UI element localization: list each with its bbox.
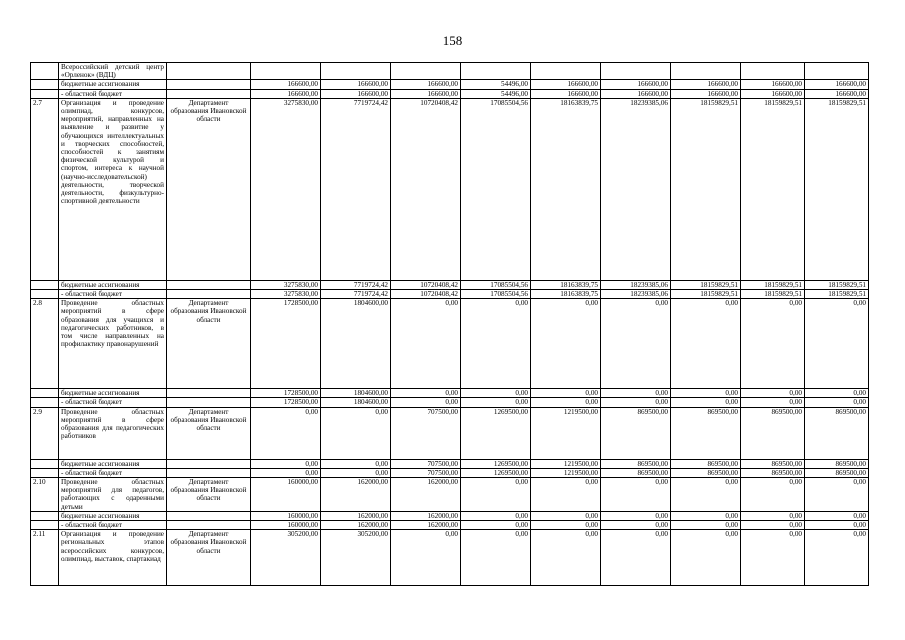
value-cell: 162000,00 xyxy=(321,478,391,512)
value-cell: 18159829,51 xyxy=(671,280,741,289)
value-cell: 162000,00 xyxy=(321,521,391,530)
value-cell: 166600,00 xyxy=(391,80,461,89)
value-cell: 0,00 xyxy=(601,521,671,530)
value-cell: 162000,00 xyxy=(391,521,461,530)
value-cell: 0,00 xyxy=(805,521,869,530)
value-cell: 7719724,42 xyxy=(321,290,391,299)
num-cell xyxy=(31,80,59,89)
value-cell: 166600,00 xyxy=(601,89,671,98)
value-cell: 18159829,51 xyxy=(805,98,869,280)
num-cell xyxy=(31,398,59,407)
value-cell: 0,00 xyxy=(601,530,671,586)
value-cell: 1804600,00 xyxy=(321,398,391,407)
value-cell: 1728500,00 xyxy=(251,389,321,398)
value-cell: 0,00 xyxy=(671,398,741,407)
value-cell xyxy=(251,63,321,80)
value-cell: 10720408,42 xyxy=(391,280,461,289)
executor-cell: Департамент образования Ивановской области xyxy=(167,98,251,280)
num-cell xyxy=(31,459,59,468)
value-cell: 0,00 xyxy=(391,299,461,389)
sub-label-cell: бюджетные ассигнования xyxy=(59,511,167,520)
value-cell: 869500,00 xyxy=(671,407,741,459)
value-cell: 1219500,00 xyxy=(531,468,601,477)
value-cell: 0,00 xyxy=(805,530,869,586)
table-row xyxy=(31,63,869,80)
sub-label-cell: - областной бюджет xyxy=(59,290,167,299)
value-cell: 305200,00 xyxy=(321,530,391,586)
value-cell: 0,00 xyxy=(741,511,805,520)
value-cell: 0,00 xyxy=(391,389,461,398)
value-cell: 10720408,42 xyxy=(391,290,461,299)
value-cell: 162000,00 xyxy=(391,511,461,520)
value-cell: 18239385,06 xyxy=(601,280,671,289)
value-cell: 166600,00 xyxy=(741,80,805,89)
value-cell: 18239385,06 xyxy=(601,290,671,299)
value-cell: 869500,00 xyxy=(671,459,741,468)
value-cell: 0,00 xyxy=(671,530,741,586)
value-cell xyxy=(321,63,391,80)
table-row xyxy=(31,530,869,586)
value-cell: 18163839,75 xyxy=(531,290,601,299)
executor-cell xyxy=(167,511,251,520)
activity-name-cell: Организация и проведение олимпиад, конкурсов, мероприятий, направленных на выявление и развитие у обучающихся интеллектуальных и творческих способностей, способностей к занятиям физической культурой и спортом, интереса к научной (научно-исследовательской) деятельности, творческой деятельности, физкультурно-спортивной деятельности xyxy=(59,98,167,280)
value-cell: 0,00 xyxy=(461,530,531,586)
value-cell: 0,00 xyxy=(531,398,601,407)
executor-cell xyxy=(167,290,251,299)
executor-cell: Департамент образования Ивановской области xyxy=(167,478,251,512)
value-cell: 0,00 xyxy=(461,478,531,512)
executor-cell xyxy=(167,80,251,89)
value-cell: 18159829,51 xyxy=(805,280,869,289)
value-cell: 869500,00 xyxy=(601,407,671,459)
table-row xyxy=(31,389,869,398)
value-cell: 0,00 xyxy=(805,299,869,389)
value-cell: 869500,00 xyxy=(741,468,805,477)
value-cell: 0,00 xyxy=(601,398,671,407)
table-row xyxy=(31,80,869,89)
value-cell: 162000,00 xyxy=(321,511,391,520)
value-cell: 17085504,56 xyxy=(461,98,531,280)
item-number-cell: 2.9 xyxy=(31,407,59,459)
value-cell: 0,00 xyxy=(461,521,531,530)
item-number-cell: 2.7 xyxy=(31,98,59,280)
executor-cell xyxy=(167,398,251,407)
value-cell: 869500,00 xyxy=(805,468,869,477)
num-cell xyxy=(31,468,59,477)
activity-name-cell: Проведение областных мероприятий для педагогов, работающих с одаренными детьми xyxy=(59,478,167,512)
value-cell: 869500,00 xyxy=(601,459,671,468)
value-cell: 166600,00 xyxy=(805,89,869,98)
value-cell: 18163839,75 xyxy=(531,280,601,289)
value-cell xyxy=(741,63,805,80)
value-cell: 0,00 xyxy=(321,407,391,459)
value-cell: 166600,00 xyxy=(391,89,461,98)
table-row xyxy=(31,511,869,520)
table-row xyxy=(31,398,869,407)
value-cell: 1269500,00 xyxy=(461,468,531,477)
value-cell: 0,00 xyxy=(741,299,805,389)
value-cell: 707500,00 xyxy=(391,468,461,477)
value-cell: 1269500,00 xyxy=(461,459,531,468)
value-cell: 166600,00 xyxy=(531,80,601,89)
value-cell: 7719724,42 xyxy=(321,280,391,289)
item-number-cell: 2.8 xyxy=(31,299,59,389)
value-cell: 0,00 xyxy=(391,398,461,407)
table-row xyxy=(31,299,869,389)
value-cell xyxy=(601,63,671,80)
value-cell: 869500,00 xyxy=(741,407,805,459)
num-cell xyxy=(31,389,59,398)
executor-cell xyxy=(167,521,251,530)
value-cell: 1219500,00 xyxy=(531,407,601,459)
value-cell: 166600,00 xyxy=(321,89,391,98)
sub-label-cell: - областной бюджет xyxy=(59,521,167,530)
value-cell: 707500,00 xyxy=(391,407,461,459)
value-cell: 1728500,00 xyxy=(251,398,321,407)
value-cell: 0,00 xyxy=(601,511,671,520)
value-cell: 18239385,06 xyxy=(601,98,671,280)
num-cell xyxy=(31,521,59,530)
item-number-cell: 2.10 xyxy=(31,478,59,512)
executor-cell xyxy=(167,468,251,477)
value-cell: 0,00 xyxy=(805,389,869,398)
value-cell: 3275830,00 xyxy=(251,98,321,280)
value-cell: 1804600,00 xyxy=(321,389,391,398)
table-row xyxy=(31,478,869,512)
value-cell: 0,00 xyxy=(671,299,741,389)
value-cell: 0,00 xyxy=(741,389,805,398)
value-cell: 0,00 xyxy=(601,299,671,389)
value-cell: 0,00 xyxy=(531,511,601,520)
value-cell: 0,00 xyxy=(671,478,741,512)
value-cell: 1269500,00 xyxy=(461,407,531,459)
table-row xyxy=(31,280,869,289)
value-cell xyxy=(805,63,869,80)
executor-cell xyxy=(167,89,251,98)
value-cell: 869500,00 xyxy=(805,459,869,468)
value-cell: 166600,00 xyxy=(601,80,671,89)
executor-cell xyxy=(167,280,251,289)
page-number: 158 xyxy=(442,33,463,48)
value-cell: 0,00 xyxy=(601,478,671,512)
table-row xyxy=(31,407,869,459)
value-cell xyxy=(671,63,741,80)
sub-label-cell: - областной бюджет xyxy=(59,89,167,98)
value-cell xyxy=(391,63,461,80)
value-cell: 0,00 xyxy=(671,511,741,520)
executor-cell: Департамент образования Ивановской области xyxy=(167,299,251,389)
value-cell: 166600,00 xyxy=(741,89,805,98)
value-cell: 162000,00 xyxy=(391,478,461,512)
value-cell: 869500,00 xyxy=(671,468,741,477)
activity-name-cell: Проведение областных мероприятий в сфере образования для учащихся и педагогических работников, в том числе направленных на профилактику правонарушений xyxy=(59,299,167,389)
table-row xyxy=(31,521,869,530)
value-cell: 166600,00 xyxy=(805,80,869,89)
value-cell: 0,00 xyxy=(671,389,741,398)
table-row xyxy=(31,459,869,468)
value-cell: 0,00 xyxy=(671,521,741,530)
value-cell: 0,00 xyxy=(251,459,321,468)
value-cell: 1804600,00 xyxy=(321,299,391,389)
value-cell: 160000,00 xyxy=(251,478,321,512)
sub-label-cell: бюджетные ассигнования xyxy=(59,280,167,289)
num-cell xyxy=(31,89,59,98)
executor-cell xyxy=(167,63,251,80)
num-cell xyxy=(31,290,59,299)
value-cell: 0,00 xyxy=(741,521,805,530)
value-cell: 0,00 xyxy=(461,511,531,520)
value-cell: 869500,00 xyxy=(805,407,869,459)
value-cell: 160000,00 xyxy=(251,511,321,520)
value-cell: 0,00 xyxy=(321,468,391,477)
sub-label-cell: - областной бюджет xyxy=(59,468,167,477)
value-cell: 166600,00 xyxy=(251,80,321,89)
value-cell: 18159829,51 xyxy=(741,98,805,280)
value-cell: 869500,00 xyxy=(601,468,671,477)
sub-label-cell: - областной бюджет xyxy=(59,398,167,407)
value-cell: 0,00 xyxy=(741,398,805,407)
value-cell: 0,00 xyxy=(531,299,601,389)
value-cell xyxy=(531,63,601,80)
value-cell: 18159829,51 xyxy=(671,290,741,299)
value-cell: 0,00 xyxy=(805,511,869,520)
executor-cell: Департамент образования Ивановской области xyxy=(167,530,251,586)
value-cell: 18159829,51 xyxy=(671,98,741,280)
value-cell: 0,00 xyxy=(741,478,805,512)
value-cell: 18163839,75 xyxy=(531,98,601,280)
value-cell: 0,00 xyxy=(251,468,321,477)
value-cell: 0,00 xyxy=(321,459,391,468)
value-cell: 166600,00 xyxy=(671,80,741,89)
value-cell: 18159829,51 xyxy=(741,290,805,299)
executor-cell xyxy=(167,459,251,468)
value-cell: 0,00 xyxy=(531,478,601,512)
value-cell xyxy=(461,63,531,80)
value-cell: 305200,00 xyxy=(251,530,321,586)
value-cell: 3275830,00 xyxy=(251,290,321,299)
value-cell: 0,00 xyxy=(461,299,531,389)
num-cell xyxy=(31,511,59,520)
num-cell xyxy=(31,63,59,80)
value-cell: 0,00 xyxy=(391,530,461,586)
value-cell: 7719724,42 xyxy=(321,98,391,280)
value-cell: 17085504,56 xyxy=(461,280,531,289)
activity-name-cell: Организация и проведение региональных этапов всероссийских конкурсов, олимпиад, выставок, спартакиад xyxy=(59,530,167,586)
value-cell: 166600,00 xyxy=(671,89,741,98)
value-cell: 707500,00 xyxy=(391,459,461,468)
value-cell: 18159829,51 xyxy=(805,290,869,299)
value-cell: 166600,00 xyxy=(251,89,321,98)
value-cell: 0,00 xyxy=(461,389,531,398)
value-cell: 54496,00 xyxy=(461,80,531,89)
executor-cell xyxy=(167,389,251,398)
value-cell: 0,00 xyxy=(601,389,671,398)
value-cell: 166600,00 xyxy=(321,80,391,89)
value-cell: 160000,00 xyxy=(251,521,321,530)
table-row xyxy=(31,290,869,299)
sub-label-cell: бюджетные ассигнования xyxy=(59,80,167,89)
item-number-cell: 2.11 xyxy=(31,530,59,586)
activity-name-cell: Всероссийский детский центр «Орленок» (ВДЦ) xyxy=(59,63,167,80)
table-row xyxy=(31,98,869,280)
value-cell: 0,00 xyxy=(741,530,805,586)
budget-table xyxy=(30,62,869,586)
table-row xyxy=(31,89,869,98)
value-cell: 10720408,42 xyxy=(391,98,461,280)
activity-name-cell: Проведение областных мероприятий в сфере образования для педагогических работников xyxy=(59,407,167,459)
value-cell: 0,00 xyxy=(805,478,869,512)
value-cell: 869500,00 xyxy=(741,459,805,468)
value-cell: 1728500,00 xyxy=(251,299,321,389)
sub-label-cell: бюджетные ассигнования xyxy=(59,459,167,468)
table-row xyxy=(31,468,869,477)
value-cell: 0,00 xyxy=(531,521,601,530)
num-cell xyxy=(31,280,59,289)
value-cell: 1219500,00 xyxy=(531,459,601,468)
sub-label-cell: бюджетные ассигнования xyxy=(59,389,167,398)
executor-cell: Департамент образования Ивановской области xyxy=(167,407,251,459)
value-cell: 0,00 xyxy=(251,407,321,459)
value-cell: 17085504,56 xyxy=(461,290,531,299)
value-cell: 54496,00 xyxy=(461,89,531,98)
value-cell: 0,00 xyxy=(461,398,531,407)
value-cell: 0,00 xyxy=(531,530,601,586)
value-cell: 0,00 xyxy=(805,398,869,407)
value-cell: 0,00 xyxy=(531,389,601,398)
value-cell: 166600,00 xyxy=(531,89,601,98)
value-cell: 18159829,51 xyxy=(741,280,805,289)
value-cell: 3275830,00 xyxy=(251,280,321,289)
